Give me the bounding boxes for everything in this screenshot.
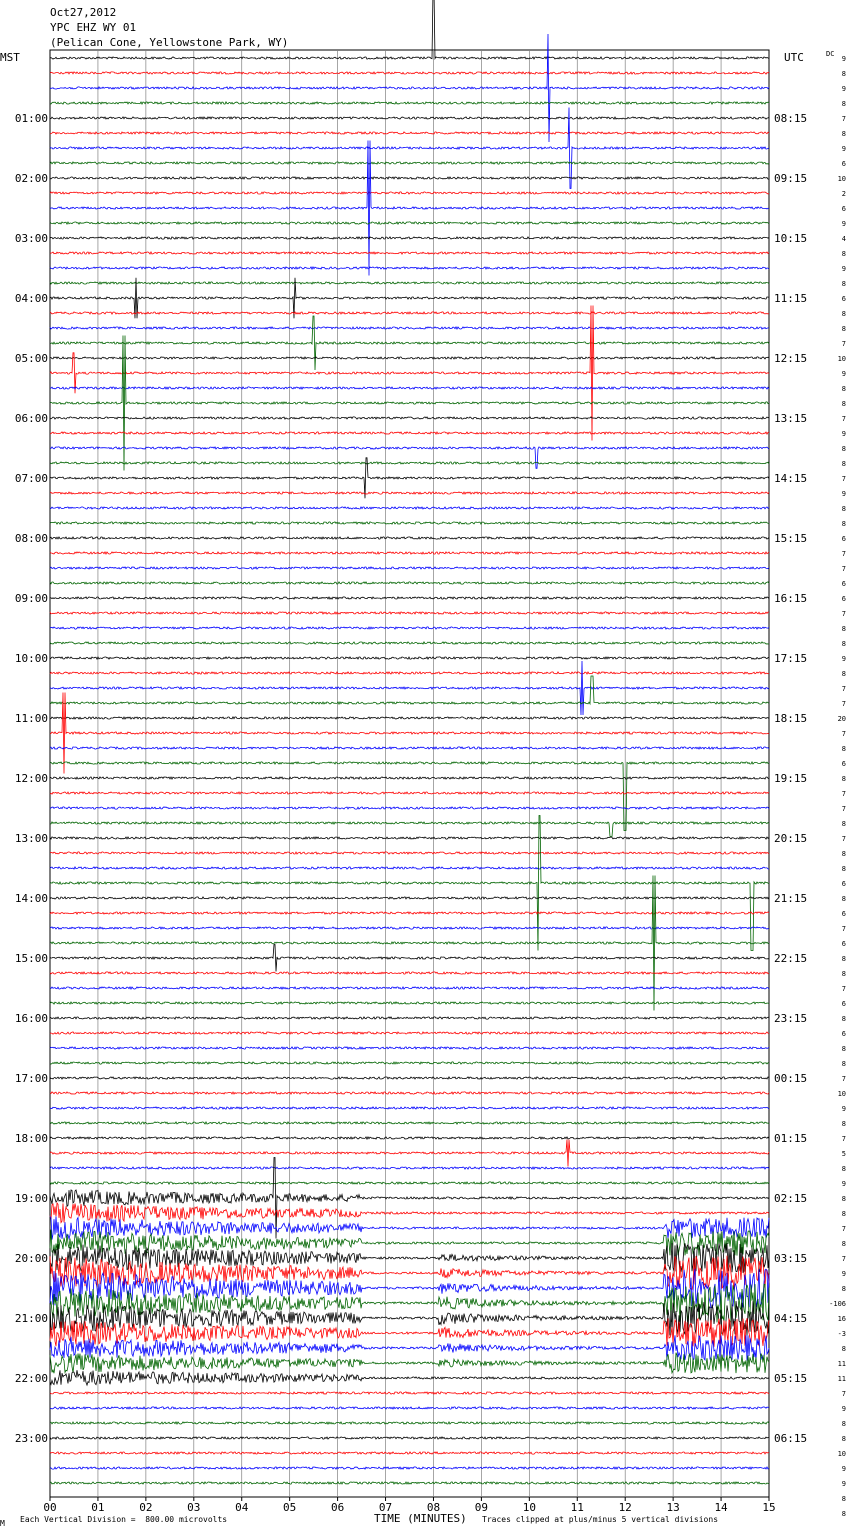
dc-offset-value: 8: [841, 1045, 846, 1053]
trace-row-86: [50, 1335, 769, 1360]
trace-row-6: [50, 108, 769, 189]
trace-row-11: [50, 222, 769, 224]
trace-row-65: [50, 1032, 769, 1034]
trace-row-74: [50, 1167, 769, 1169]
left-hour-label: 01:00: [14, 112, 48, 125]
left-hour-label: 06:00: [14, 412, 48, 425]
trace-row-72: [50, 1137, 769, 1139]
dc-offset-value: 5: [841, 1150, 846, 1158]
dc-offset-value: 8: [841, 505, 846, 513]
trace-row-25: [50, 432, 769, 434]
trace-row-77: [50, 1203, 769, 1223]
dc-offset-value: -3: [837, 1330, 846, 1338]
trace-row-47: [50, 762, 769, 831]
dc-offset-value: -106: [829, 1300, 846, 1308]
trace-row-23: [50, 336, 769, 471]
dc-offset-value: 6: [841, 1030, 846, 1038]
trace-row-54: [50, 867, 769, 869]
x-tick-label: 11: [570, 1501, 584, 1514]
dc-offset-value: 4: [841, 235, 846, 243]
dc-offset-value: 2: [841, 190, 846, 198]
dc-offset-value: 9: [841, 265, 846, 273]
dc-offset-value: 8: [841, 400, 846, 408]
trace-row-34: [50, 567, 769, 569]
trace-row-7: [50, 162, 769, 164]
trace-row-9: [50, 192, 769, 194]
trace-row-60: [50, 945, 769, 972]
trace-row-95: [50, 1482, 769, 1484]
trace-row-18: [50, 327, 769, 329]
right-hour-label: 17:15: [774, 652, 808, 665]
dc-offset-value: 8: [841, 640, 846, 648]
right-hour-label: 11:15: [774, 292, 808, 305]
dc-offset-value: 8: [841, 130, 846, 138]
dc-offset-value: 8: [841, 310, 846, 318]
dc-offset-value: 8: [841, 1195, 846, 1203]
dc-offset-value: 9: [841, 370, 846, 378]
trace-row-84: [50, 1301, 769, 1335]
trace-row-39: [50, 642, 769, 644]
location-label: (Pelican Cone, Yellowstone Park, WY): [50, 36, 289, 49]
trace-row-59: [50, 876, 769, 1011]
trace-row-69: [50, 1092, 769, 1094]
dc-offset-value: 6: [841, 535, 846, 543]
trace-row-41: [50, 672, 769, 674]
scale-note: Each Vertical Division = 800.00 microvolts: [20, 1515, 228, 1524]
trace-row-64: [50, 1017, 769, 1019]
left-hour-label: 05:00: [14, 352, 48, 365]
trace-row-67: [50, 1062, 769, 1064]
left-hour-label: 02:00: [14, 172, 48, 185]
trace-row-44: [50, 717, 769, 719]
trace-row-91: [50, 1422, 769, 1424]
trace-row-56: [50, 897, 769, 899]
trace-row-51: [50, 822, 769, 837]
dc-offset-header: DC: [826, 50, 835, 58]
x-tick-label: 07: [378, 1501, 393, 1514]
dc-offset-value: 6: [841, 295, 846, 303]
dc-offset-value: 6: [841, 940, 846, 948]
dc-offset-value: 9: [841, 1405, 846, 1413]
dc-offset-value: 8: [841, 1435, 846, 1443]
x-tick-label: 06: [330, 1501, 345, 1514]
x-tick-label: 14: [714, 1501, 728, 1514]
trace-row-36: [50, 597, 769, 599]
trace-row-46: [50, 747, 769, 749]
clip-note: Traces clipped at plus/minus 5 vertical divisions: [482, 1515, 719, 1524]
dc-offset-value: 7: [841, 805, 846, 813]
trace-row-24: [50, 417, 769, 419]
dc-offset-value: 7: [841, 985, 846, 993]
trace-row-93: [50, 1452, 769, 1454]
x-tick-label: 08: [426, 1501, 441, 1514]
trace-row-73: [50, 1140, 769, 1167]
trace-row-14: [50, 267, 769, 269]
trace-row-48: [50, 777, 769, 779]
right-hour-label: 00:15: [774, 1072, 808, 1085]
dc-offset-value: 11: [837, 1375, 846, 1383]
dc-offset-value: 7: [841, 565, 846, 573]
dc-offset-value: 7: [841, 1075, 846, 1083]
trace-row-20: [50, 357, 769, 359]
trace-row-82: [50, 1269, 769, 1308]
dc-offset-value: 7: [841, 730, 846, 738]
trace-row-49: [50, 792, 769, 794]
left-hour-label: 16:00: [14, 1012, 48, 1025]
trace-row-19: [50, 316, 769, 370]
trace-row-27: [50, 462, 769, 464]
left-hour-label: 18:00: [14, 1132, 48, 1145]
left-hour-label: 10:00: [14, 652, 48, 665]
dc-offset-value: 7: [841, 550, 846, 558]
trace-row-87: [50, 1353, 769, 1374]
left-hour-label: 04:00: [14, 292, 48, 305]
trace-row-8: [50, 177, 769, 179]
trace-row-80: [50, 1243, 769, 1273]
dc-offset-value: 10: [837, 355, 846, 363]
trace-row-38: [50, 627, 769, 629]
x-tick-label: 05: [283, 1501, 297, 1514]
dc-offset-value: 9: [841, 1180, 846, 1188]
x-tick-label: 10: [522, 1501, 536, 1514]
trace-row-33: [50, 552, 769, 554]
dc-offset-value: 8: [841, 445, 846, 453]
trace-row-12: [50, 237, 769, 239]
dc-offset-value: 9: [841, 1105, 846, 1113]
right-hour-label: 22:15: [774, 952, 808, 965]
dc-offset-value: 10: [837, 1090, 846, 1098]
dc-offset-value: 10: [837, 175, 846, 183]
dc-offset-value: 6: [841, 160, 846, 168]
dc-offset-value: 8: [841, 670, 846, 678]
dc-offset-value: 6: [841, 880, 846, 888]
dc-offset-value: 6: [841, 595, 846, 603]
trace-row-55: [50, 816, 769, 951]
dc-offset-value: 7: [841, 475, 846, 483]
x-tick-label: 12: [618, 1501, 632, 1514]
trace-row-66: [50, 1047, 769, 1049]
dc-offset-value: 11: [837, 1360, 846, 1368]
dc-offset-value: 7: [841, 1255, 846, 1263]
right-hour-label: 18:15: [774, 712, 808, 725]
trace-row-71: [50, 1122, 769, 1124]
trace-row-10: [50, 141, 769, 276]
dc-offset-value: 8: [841, 820, 846, 828]
trace-row-35: [50, 582, 769, 584]
trace-row-94: [50, 1467, 769, 1469]
right-hour-label: 21:15: [774, 892, 808, 905]
dc-offset-value: 16: [837, 1315, 846, 1323]
trace-row-85: [50, 1318, 769, 1347]
x-tick-label: 01: [91, 1501, 105, 1514]
trace-row-42: [50, 661, 769, 715]
trace-row-58: [50, 927, 769, 929]
left-hour-label: 19:00: [14, 1192, 48, 1205]
dc-offset-value: 8: [841, 1120, 846, 1128]
right-hour-label: 09:15: [774, 172, 808, 185]
x-tick-label: 13: [666, 1501, 680, 1514]
left-hour-label: 13:00: [14, 832, 48, 845]
dc-offset-value: 8: [841, 1240, 846, 1248]
trace-row-81: [50, 1256, 769, 1290]
trace-row-3: [50, 102, 769, 104]
dc-offset-value: 9: [841, 430, 846, 438]
trace-row-28: [50, 458, 769, 499]
dc-offset-value: 7: [841, 1225, 846, 1233]
right-hour-label: 06:15: [774, 1432, 808, 1445]
dc-offset-value: 8: [841, 1060, 846, 1068]
dc-offset-value: 6: [841, 760, 846, 768]
dc-offset-value: 8: [841, 250, 846, 258]
dc-offset-value: 8: [841, 70, 846, 78]
x-tick-label: 04: [235, 1501, 249, 1514]
trace-row-76: [50, 1158, 769, 1239]
trace-row-92: [50, 1437, 769, 1439]
left-hour-label: 07:00: [14, 472, 48, 485]
dc-offset-value: 9: [841, 1465, 846, 1473]
corner-mark: M: [0, 1519, 5, 1528]
trace-row-61: [50, 972, 769, 974]
right-hour-label: 13:15: [774, 412, 808, 425]
trace-row-70: [50, 1107, 769, 1109]
trace-row-40: [50, 657, 769, 659]
dc-offset-value: 8: [841, 385, 846, 393]
right-hour-label: 15:15: [774, 532, 808, 545]
right-hour-label: 04:15: [774, 1312, 808, 1325]
trace-row-78: [50, 1216, 769, 1239]
dc-offset-value: 9: [841, 655, 846, 663]
dc-offset-value: 9: [841, 55, 846, 63]
dc-offset-value: 7: [841, 340, 846, 348]
right-hour-label: 01:15: [774, 1132, 808, 1145]
trace-row-50: [50, 807, 769, 809]
x-tick-label: 03: [187, 1501, 201, 1514]
trace-row-17: [50, 312, 769, 314]
trace-row-89: [50, 1392, 769, 1394]
right-hour-label: 08:15: [774, 112, 808, 125]
left-hour-label: 03:00: [14, 232, 48, 245]
dc-offset-value: 7: [841, 1390, 846, 1398]
dc-offset-value: 6: [841, 1000, 846, 1008]
trace-row-53: [50, 852, 769, 854]
trace-row-57: [50, 912, 769, 914]
trace-row-43: [50, 676, 769, 704]
dc-offset-value: 6: [841, 580, 846, 588]
right-hour-label: 20:15: [774, 832, 808, 845]
right-hour-label: 14:15: [774, 472, 808, 485]
right-timezone-label: UTC: [784, 51, 804, 64]
left-hour-label: 17:00: [14, 1072, 48, 1085]
right-hour-label: 12:15: [774, 352, 808, 365]
dc-offset-value: 9: [841, 220, 846, 228]
x-axis-title: TIME (MINUTES): [374, 1512, 467, 1525]
right-hour-label: 16:15: [774, 592, 808, 605]
dc-offset-value: 8: [841, 745, 846, 753]
dc-offset-value: 9: [841, 1480, 846, 1488]
trace-row-88: [50, 1370, 769, 1385]
dc-offset-value: 7: [841, 415, 846, 423]
x-tick-label: 15: [762, 1501, 776, 1514]
dc-offset-value: 8: [841, 955, 846, 963]
dc-offset-value: 9: [841, 85, 846, 93]
dc-offset-value: 8: [841, 520, 846, 528]
left-hour-label: 14:00: [14, 892, 48, 905]
right-hour-label: 10:15: [774, 232, 808, 245]
trace-row-37: [50, 612, 769, 614]
right-hour-label: 05:15: [774, 1372, 808, 1385]
trace-row-22: [50, 387, 769, 389]
dc-offset-value: 8: [841, 1015, 846, 1023]
left-hour-label: 20:00: [14, 1252, 48, 1265]
trace-row-32: [50, 537, 769, 539]
trace-row-5: [50, 132, 769, 134]
trace-row-21: [50, 306, 769, 441]
dc-offset-value: 8: [841, 1510, 846, 1518]
dc-offset-value: 6: [841, 205, 846, 213]
dc-offset-value: 8: [841, 865, 846, 873]
trace-row-68: [50, 1077, 769, 1079]
trace-row-63: [50, 1002, 769, 1004]
right-hour-label: 23:15: [774, 1012, 808, 1025]
dc-offset-value: 8: [841, 325, 846, 333]
dc-offset-value: 8: [841, 1165, 846, 1173]
left-hour-label: 11:00: [14, 712, 48, 725]
dc-offset-value: 8: [841, 100, 846, 108]
date-label: Oct27,2012: [50, 6, 117, 19]
trace-row-62: [50, 987, 769, 989]
x-tick-label: 09: [474, 1501, 489, 1514]
dc-offset-value: 8: [841, 970, 846, 978]
left-hour-label: 09:00: [14, 592, 48, 605]
dc-offset-value: 6: [841, 910, 846, 918]
left-timezone-label: MST: [0, 51, 20, 64]
trace-row-30: [50, 507, 769, 509]
dc-offset-value: 10: [837, 1450, 846, 1458]
trace-row-90: [50, 1407, 769, 1409]
left-hour-label: 15:00: [14, 952, 48, 965]
trace-row-1: [50, 72, 769, 74]
trace-row-29: [50, 492, 769, 494]
dc-offset-value: 7: [841, 1135, 846, 1143]
left-hour-label: 22:00: [14, 1372, 48, 1385]
dc-offset-value: 8: [841, 850, 846, 858]
dc-offset-value: 8: [841, 1210, 846, 1218]
trace-row-45: [50, 693, 769, 774]
dc-offset-value: 8: [841, 1420, 846, 1428]
dc-offset-value: 8: [841, 895, 846, 903]
dc-offset-value: 20: [837, 715, 846, 723]
dc-offset-value: 7: [841, 115, 846, 123]
dc-offset-value: 7: [841, 925, 846, 933]
dc-offset-value: 8: [841, 1495, 846, 1503]
trace-row-4: [50, 117, 769, 119]
dc-offset-value: 7: [841, 835, 846, 843]
dc-offset-value: 7: [841, 610, 846, 618]
dc-offset-value: 7: [841, 790, 846, 798]
left-hour-label: 21:00: [14, 1312, 48, 1325]
right-hour-label: 03:15: [774, 1252, 808, 1265]
left-hour-label: 23:00: [14, 1432, 48, 1445]
dc-offset-value: 8: [841, 1285, 846, 1293]
dc-offset-value: 9: [841, 145, 846, 153]
x-tick-label: 02: [139, 1501, 153, 1514]
trace-row-26: [50, 447, 769, 468]
dc-offset-value: 8: [841, 460, 846, 468]
dc-offset-value: 8: [841, 775, 846, 783]
dc-offset-value: 9: [841, 490, 846, 498]
right-hour-label: 19:15: [774, 772, 808, 785]
dc-offset-value: 7: [841, 685, 846, 693]
left-hour-label: 08:00: [14, 532, 48, 545]
dc-offset-value: 9: [841, 1270, 846, 1278]
trace-row-75: [50, 1182, 769, 1184]
trace-row-15: [50, 282, 769, 284]
trace-row-52: [50, 837, 769, 839]
dc-offset-value: 8: [841, 280, 846, 288]
trace-row-31: [50, 522, 769, 524]
dc-offset-value: 8: [841, 1345, 846, 1353]
x-tick-label: 00: [43, 1501, 57, 1514]
dc-offset-value: 7: [841, 700, 846, 708]
trace-row-13: [50, 252, 769, 254]
left-hour-label: 12:00: [14, 772, 48, 785]
dc-offset-value: 8: [841, 625, 846, 633]
right-hour-label: 02:15: [774, 1192, 808, 1205]
station-label: YPC EHZ WY 01: [50, 21, 137, 34]
